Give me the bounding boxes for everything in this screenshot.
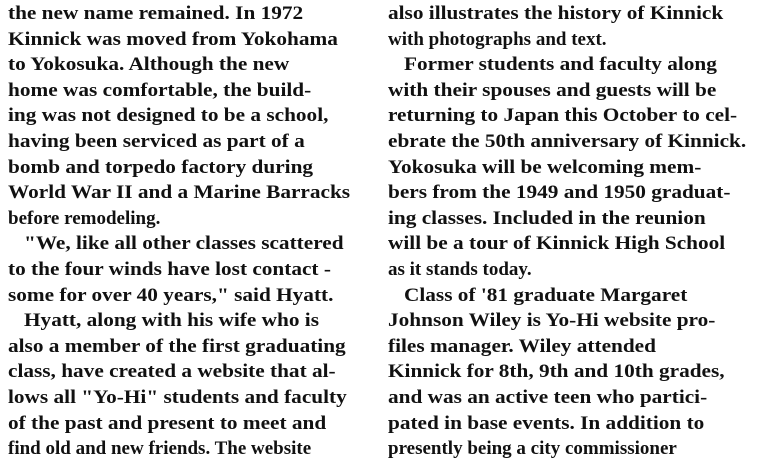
left-column-line: before remodeling. <box>8 207 161 229</box>
left-column-line: home was comfortable, the build- <box>8 79 312 101</box>
right-column-line: ebrate the 50th anniversary of Kinnick. <box>388 131 747 152</box>
right-column-line: Former students and faculty along <box>404 54 717 76</box>
right-column-line: ing classes. Included in the reunion <box>388 207 706 229</box>
right-column-line: as it stands today. <box>388 259 532 280</box>
left-column-line: Hyatt, along with his wife who is <box>24 310 319 332</box>
right-column-line: presently being a city commissioner <box>388 438 677 460</box>
left-column-line: Kinnick was moved from Yokohama <box>8 28 338 50</box>
left-column-line: ing was not designed to be a school, <box>8 105 329 127</box>
left-column-line: having been serviced as part of a <box>8 131 305 152</box>
left-column-line: of the past and present to meet and <box>8 412 327 434</box>
right-column-line: also illustrates the history of Kinnick <box>388 3 724 24</box>
right-column-line: will be a tour of Kinnick High School <box>388 233 726 255</box>
right-column-line: pated in base events. In addition to <box>388 412 705 434</box>
left-column-line: find old and new friends. The website <box>8 438 312 460</box>
left-column-line: "We, like all other classes scattered <box>24 233 344 255</box>
right-column-line: Class of '81 graduate Margaret <box>404 284 688 306</box>
right-column-line: Johnson Wiley is Yo-Hi website pro- <box>388 310 716 332</box>
left-column-line: to Yokosuka. Although the new <box>8 54 290 76</box>
right-column-line: files manager. Wiley attended <box>388 335 656 357</box>
left-column-line: World War II and a Marine Barracks <box>8 182 351 204</box>
right-column-line: Kinnick for 8th, 9th and 10th grades, <box>388 361 725 383</box>
right-column-line: bers from the 1949 and 1950 graduat- <box>388 182 731 204</box>
right-column-line: with their spouses and guests will be <box>388 79 717 101</box>
left-column-line: lows all "Yo-Hi" students and faculty <box>8 387 347 408</box>
left-column-line: bomb and torpedo factory during <box>8 156 314 178</box>
right-column-line: and was an active teen who partici- <box>388 387 708 408</box>
left-column-line: some for over 40 years," said Hyatt. <box>8 284 334 306</box>
right-column-line: returning to Japan this October to cel- <box>388 105 738 127</box>
column-gutter <box>380 0 381 472</box>
left-column-line: class, have created a website that al- <box>8 361 336 383</box>
left-column-line: to the four winds have lost contact - <box>8 259 331 280</box>
right-column-line: with photographs and text. <box>388 28 607 50</box>
right-column-line: Yokosuka will be welcoming mem- <box>388 156 702 178</box>
left-column-line: also a member of the first graduating <box>8 335 346 357</box>
left-column-line: the new name remained. In 1972 <box>8 3 304 24</box>
